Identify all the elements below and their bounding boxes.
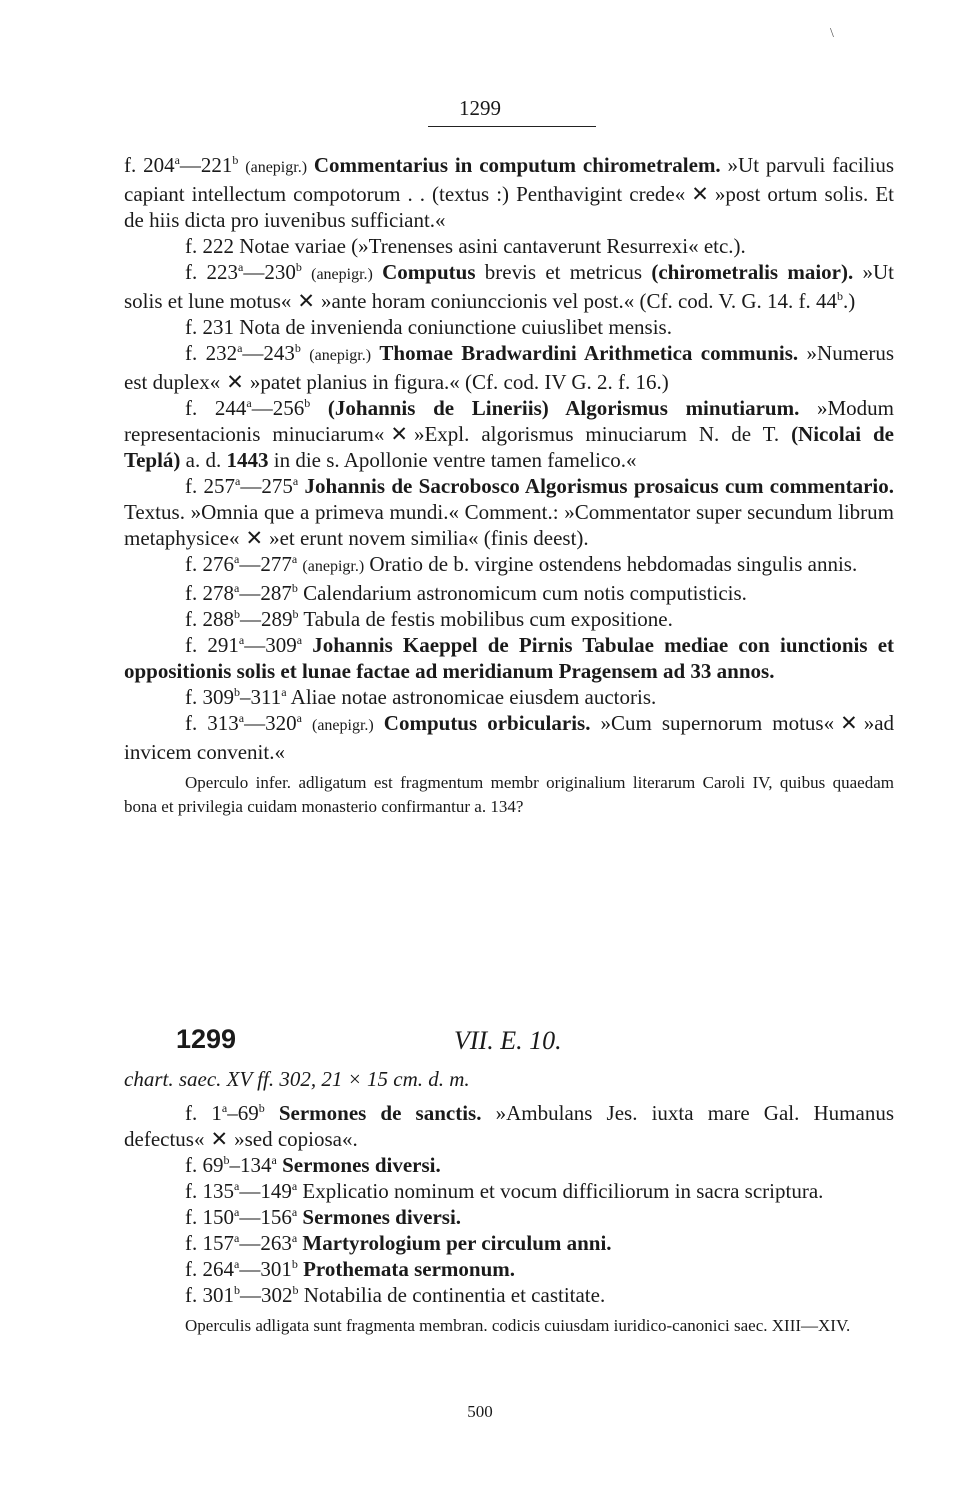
folio-ref: —287 <box>239 581 292 605</box>
omission-cross-icon: ✕ <box>390 422 408 446</box>
folio-side: a <box>246 396 252 410</box>
folio-ref: —156 <box>239 1205 292 1229</box>
entry-title: Commentarius in computum chirometralem. <box>313 153 721 177</box>
folio-side: a <box>237 341 243 355</box>
folio-ref: f. 157 <box>185 1231 234 1255</box>
incipit: »Ambulans Jes. iuxta mare Gal. Humanus defectus« <box>124 1101 894 1151</box>
folio-side: b <box>304 396 311 410</box>
omission-cross-icon: ✕ <box>226 370 244 394</box>
entries-block-1 <box>124 152 894 819</box>
folio-side: b <box>234 685 240 699</box>
anepigr-note: (anepigr.) <box>311 266 373 283</box>
folio-ref: f. 264 <box>185 1257 234 1281</box>
folio-side: a <box>174 153 180 167</box>
incipit: »Modum representacionis minuciarum« <box>124 396 894 446</box>
explicit: »post ortum solis. Et de hiis dicta pro iuvenibus sufficiant.« <box>124 182 894 232</box>
anepigr-note: (anepigr.) <box>245 159 308 176</box>
folio-side: a <box>292 474 299 488</box>
entry-text: brevis et metricus <box>484 260 643 284</box>
codex-number: 1299 <box>176 1024 237 1054</box>
omission-cross-icon: ✕ <box>691 182 709 206</box>
incipit: »Numerus est duplex« <box>124 341 895 394</box>
folio-number: 500 <box>467 1402 493 1421</box>
folio-side: b <box>295 260 302 274</box>
folio-ref: f. 1 <box>185 1101 222 1125</box>
year: 1443 <box>226 448 269 472</box>
folio-side: b <box>837 289 844 303</box>
entry <box>124 259 894 314</box>
explicit: »ad invicem convenit.« <box>124 711 895 764</box>
entry <box>124 1178 894 1204</box>
entry-title: Sermones diversi. <box>282 1153 441 1177</box>
folio-ref: –311 <box>240 685 282 709</box>
folio-side: a <box>235 474 241 488</box>
entry <box>124 152 894 233</box>
entry <box>124 580 894 606</box>
folio-ref: f. 278 <box>185 581 234 605</box>
entry <box>124 395 894 473</box>
folio-ref: f. 288 <box>185 607 234 631</box>
folio-side: b <box>294 341 301 355</box>
entry <box>124 1152 894 1178</box>
folio-side: a <box>234 1205 240 1219</box>
margin-mark: \ <box>830 26 834 41</box>
folio-ref: f. 135 <box>185 1179 234 1203</box>
explicit: »et erunt novem similia« (finis deest). <box>269 526 589 550</box>
binding-note: Operculis adligata sunt fragmenta membran. codicis cuiusdam iuridico-canonici saec. XIII—XIV. <box>185 1316 851 1335</box>
anepigr-note: (anepigr.) <box>312 717 374 734</box>
omission-cross-icon: ✕ <box>210 1127 229 1151</box>
entry-text: Aliae notae astronomicae eiusdem auctoris. <box>290 685 657 709</box>
author-name: (Nicolai de Teplá) <box>124 422 894 472</box>
folio-side: a <box>296 633 303 647</box>
folio-side: a <box>234 1257 240 1271</box>
folio-ref: —302 <box>240 1283 293 1307</box>
folio-ref: —243 <box>242 341 295 365</box>
header-rule <box>428 126 596 127</box>
folio-ref: —301 <box>239 1257 292 1281</box>
folio-ref: —221 <box>179 153 233 177</box>
folio-ref: f. 150 <box>185 1205 234 1229</box>
folio-side: b <box>291 1257 298 1271</box>
entry <box>124 606 894 632</box>
entry-title: Johannis de Sacrobosco Algorismus prosaicus cum commentario. <box>304 474 895 498</box>
entry <box>124 1256 894 1282</box>
entries-block-2 <box>124 1066 894 1338</box>
folio-side: b <box>234 1283 240 1297</box>
folio-ref: —289 <box>240 607 293 631</box>
incipit: »Ut parvuli facilius capiant intellectum compotorum . . (textus :) Penthavigint crede« <box>124 153 895 206</box>
folio-side: a <box>291 1179 298 1193</box>
folio-ref: f. 276 <box>185 552 234 576</box>
incipit: »Cum supernorum motus« <box>600 711 835 735</box>
entry-text: Explicatio nominum et vocum difficiliorum in sacra scriptura. <box>302 1179 824 1203</box>
anepigr-note: (anepigr.) <box>302 558 365 575</box>
folio-ref: –69 <box>227 1101 259 1125</box>
entry <box>124 632 894 684</box>
folio-ref: f. 309 <box>185 685 234 709</box>
folio-ref: f. 313 <box>185 711 239 735</box>
folio-side: b <box>291 581 298 595</box>
entry-text: Oratio de b. virgine ostendens hebdomadas singulis annis. <box>369 552 858 576</box>
folio-ref: f. 232 <box>185 341 238 365</box>
explicit: »ante horam coniunccionis vel post.« (Cf. cod. V. G. 14. f. 44 <box>321 289 838 313</box>
binding-note: Operculo infer. adligatum est fragmentum membr originalium literarum Caroli IV, quibus quaedam bona et privilegia cuidam monasterio confirmantur a. 134? <box>124 773 894 816</box>
entry-title: Computus <box>382 260 476 284</box>
entry <box>124 551 894 580</box>
explicit: .) <box>843 289 856 313</box>
incipit: »Ut solis et lune motus« <box>124 260 895 313</box>
folio-side: a <box>238 260 244 274</box>
folio-ref: —320 <box>244 711 297 735</box>
folio-side: a <box>238 711 245 725</box>
folio-ref: —277 <box>239 552 292 576</box>
folio-ref: —275 <box>240 474 293 498</box>
omission-cross-icon: ✕ <box>297 289 316 313</box>
folio-side: b <box>258 1101 265 1115</box>
entry-title: Prothemata sermonum. <box>303 1257 515 1281</box>
entry <box>124 233 894 259</box>
folio-ref: —149 <box>239 1179 292 1203</box>
folio-ref: —230 <box>243 260 296 284</box>
folio-side: a <box>281 685 287 699</box>
folio-ref: —256 <box>251 396 305 420</box>
entry <box>124 1282 894 1308</box>
folio-side: a <box>234 552 240 566</box>
entry <box>124 1100 894 1152</box>
folio-ref: –134 <box>229 1153 272 1177</box>
folio-ref: f. 231 <box>185 315 234 339</box>
omission-cross-icon: ✕ <box>840 711 858 735</box>
folio-side: b <box>234 607 240 621</box>
entry-title: Computus orbicularis. <box>383 711 591 735</box>
entry <box>124 314 894 340</box>
codex-signature: VII. E. 10. <box>454 1026 562 1055</box>
folio-ref: f. 222 <box>185 234 234 258</box>
entry-text: Calendarium astronomicum cum notis computisticis. <box>303 581 747 605</box>
entry <box>124 1204 894 1230</box>
entry <box>124 684 894 710</box>
entry <box>124 340 894 395</box>
folio-side: a <box>238 633 245 647</box>
explicit: »sed copiosa«. <box>234 1127 358 1151</box>
entry-title: Martyrologium per circulum anni. <box>302 1231 612 1255</box>
running-head-page-number: 1299 <box>459 96 501 120</box>
folio-ref: f. 257 <box>185 474 236 498</box>
folio-side: a <box>271 1153 277 1167</box>
anepigr-note: (anepigr.) <box>309 347 372 364</box>
folio-side: a <box>291 1205 298 1219</box>
entry-title: Sermones de sanctis. <box>278 1101 482 1125</box>
entry-title: Sermones diversi. <box>302 1205 462 1229</box>
entry-text: Tabula de festis mobilibus cum expositione. <box>303 607 673 631</box>
folio-ref: —309 <box>244 633 297 657</box>
folio-side: a <box>296 711 302 725</box>
entry-title: Johannis Kaeppel de Pirnis Tabulae mediae con iunctionis et oppositionis solis et lunae factae ad meridianum Pragensem ad 33 annos. <box>124 633 895 683</box>
explicit: »Expl. algorismus minuciarum N. de T. <box>413 422 780 446</box>
folio-side: b <box>232 153 239 167</box>
folio-side: a <box>234 1179 240 1193</box>
entry-text: Notae variae (»Trenenses asini cantaverunt Resurrexi« etc.). <box>239 234 746 258</box>
omission-cross-icon: ✕ <box>245 526 264 550</box>
folio-ref: f. 223 <box>185 260 239 284</box>
folio-side: a <box>291 1231 298 1245</box>
entry-title: Thomae Bradwardini Arithmetica communis. <box>379 341 799 365</box>
incipit: Textus. »Omnia que a primeva mundi.« Comment.: »Commentator super secundum librum metaphysice« <box>124 500 894 550</box>
entry <box>124 1230 894 1256</box>
explicit: »patet planius in figura.« (Cf. cod. IV G. 2. f. 16.) <box>249 370 669 394</box>
folio-side: b <box>223 1153 230 1167</box>
entry-text: Notabilia de continentia et castitate. <box>303 1283 606 1307</box>
entry-text: a. d. <box>185 448 222 472</box>
folio-side: a <box>234 1231 240 1245</box>
folio-side: a <box>234 581 240 595</box>
folio-ref: f. 244 <box>185 396 247 420</box>
codex-description: chart. saec. XV ff. 302, 21 × 15 cm. d. m. <box>124 1067 470 1091</box>
folio-side: b <box>292 607 299 621</box>
entry-title: (Johannis de Lineriis) Algorismus minutiarum. <box>327 396 800 420</box>
folio-ref: f. 291 <box>185 633 239 657</box>
folio-side: a <box>221 1101 228 1115</box>
folio-side: b <box>292 1283 299 1297</box>
codex-heading <box>124 1024 894 1060</box>
folio-ref: —263 <box>239 1231 292 1255</box>
entry <box>124 710 894 765</box>
folio-ref: f. 69 <box>185 1153 224 1177</box>
entry <box>124 473 894 551</box>
entry-text: Nota de invenienda coniunctione cuiuslibet mensis. <box>239 315 672 339</box>
entry-title: (chirometralis maior). <box>651 260 854 284</box>
folio-ref: f. 204 <box>124 153 175 177</box>
folio-ref: f. 301 <box>185 1283 234 1307</box>
folio-side: a <box>291 552 298 566</box>
entry-text: in die s. Apollonie ventre tamen famelico.« <box>273 448 637 472</box>
